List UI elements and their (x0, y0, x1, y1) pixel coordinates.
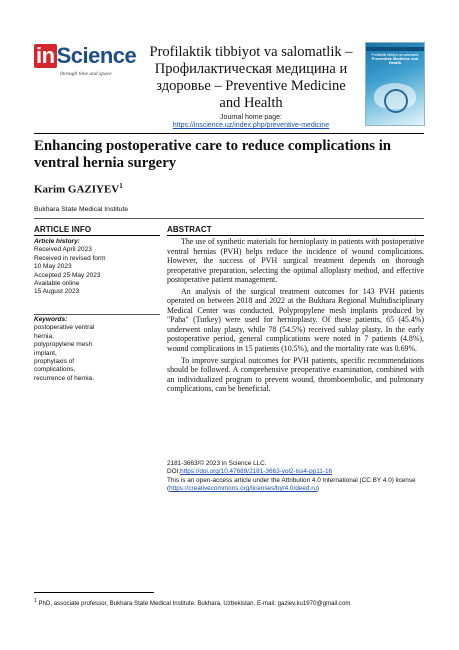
keyword-entry: polypropylene mesh (34, 341, 93, 349)
abstract-paragraph: The use of synthetic materials for hernioplasty in patients with postoperative ventral hernias (PVH) helps reduce the incidence of wound complications. However, the success of PVH surgical treatment depends on thorough preoperative preparation, selecting the optimal alloplasty method, and effective postoperative patient management. (167, 237, 424, 285)
history-entry: 15 August 2023 (34, 288, 80, 296)
keywords-divider (34, 314, 160, 315)
history-entry: Received April 2023 (34, 246, 92, 254)
logo-tagline: through time and space (60, 71, 112, 77)
keyword-entry: complications, (34, 366, 76, 374)
stethoscope-icon (384, 89, 408, 113)
history-entry: 10 May 2023 (34, 263, 72, 271)
footnote-mark: 1 (34, 598, 37, 604)
journal-title-line: Profilaktik tibbiyot va salomatlik – (149, 44, 353, 60)
cover-title (368, 53, 422, 65)
history-entry: Available online (34, 280, 80, 288)
cover-band (366, 47, 424, 51)
keyword-entry: hernia, (34, 332, 54, 340)
keyword-entry: postoperative ventral (34, 324, 95, 332)
journal-title-line: здоровье – Preventive Medicine (156, 78, 346, 94)
cover-line: Preventive Medicine and Health (371, 56, 419, 65)
cover-line: Profilaktik tibbiyot va salomatlik (371, 53, 419, 57)
article-info-heading: ARTICLE INFO (34, 225, 92, 234)
keywords-block (34, 316, 160, 383)
affiliation-divider (34, 218, 424, 219)
homepage-label: Journal home page: (220, 114, 282, 121)
article-title: Enhancing postoperative care to reduce complications in ventral hernia surgery (34, 138, 392, 171)
journal-title (143, 44, 359, 112)
keywords-label: Keywords: (34, 316, 68, 323)
doi-link[interactable]: https://doi.org/10.47689/2181-3663-vol2-iss4-pp11-16 (180, 468, 333, 476)
issn-line: 2181-3663/© 2023 in Science LLC. (167, 460, 267, 467)
header-divider (34, 133, 424, 134)
license-text: This is an open-access article under the Attribution 4.0 International (CC BY 4.0) license ( (167, 476, 416, 493)
author-name-text: Karim GAZIYEV (34, 183, 120, 196)
journal-cover-image (365, 42, 425, 126)
author-name (34, 182, 123, 196)
abstract-heading: ABSTRACT (167, 225, 212, 234)
inscience-logo (34, 43, 137, 84)
license-link[interactable]: https://creativecommons.org/licenses/by/4.0/deed.ru (169, 485, 317, 493)
keyword-entry: recurrence of hernia. (34, 374, 94, 382)
keyword-entry: implant, (34, 349, 57, 357)
doi-label: DOI: (167, 468, 181, 476)
logo-science-text: Science (56, 43, 137, 68)
license-line (167, 477, 424, 494)
keyword-entry: prophylaxis of (34, 358, 75, 366)
abstract-divider (167, 235, 424, 236)
publication-meta (167, 460, 424, 494)
footnote-text: PhD, associate professor, Bukhara State Medical Institute. Bukhara, Uzbekistan. E-mail: gaziev.ku1970@gmail.com (38, 600, 351, 608)
footnote-divider (34, 592, 154, 593)
history-entry: Accepted 25 May 2023 (34, 271, 101, 279)
abstract-paragraph: An analysis of the surgical treatment outcomes for 143 PVH patients operated on between 2018 and 2022 at the Bukhara Regional Multidisciplinary Medical Center was conducted. Polypropylene mesh implants produced by "Paha" (Turkey) were used for hernioplasty. Of these patients, 65 (45.4%) underwent onlay plasty, while 78 (54.5%) received sublay plasty. In the early postoperative period, general complications were noted in 7 patients (4.8%), wound complications in 15 patients (10.5%), and the mortality rate was 0.69%. (167, 286, 424, 354)
history-entry: Received in revised form (34, 254, 106, 262)
abstract-body (167, 237, 424, 396)
homepage-link[interactable]: https://inscience.uz/index.php/preventive-medicine (172, 122, 330, 129)
abstract-paragraph: To improve surgical outcomes for PVH patients, specific recommendations should be followed. A comprehensive preoperative examination, combined with an individualized program to prevent wound, thromboembolic, and pulmonary complications, can be beneficial. (167, 355, 424, 394)
author-footnote-mark: 1 (119, 182, 123, 190)
license-text-end: ) (316, 485, 320, 493)
journal-title-line: and Health (219, 95, 283, 111)
article-history (34, 238, 160, 297)
article-info-divider (34, 235, 160, 236)
history-label: Article history: (34, 238, 80, 245)
doi-line (167, 468, 424, 476)
author-affiliation: Bukhara State Medical Institute (34, 206, 129, 213)
logo-in-text: in (36, 43, 55, 68)
author-footnote (34, 598, 434, 607)
journal-title-line: Профилактическая медицина и (154, 61, 348, 77)
